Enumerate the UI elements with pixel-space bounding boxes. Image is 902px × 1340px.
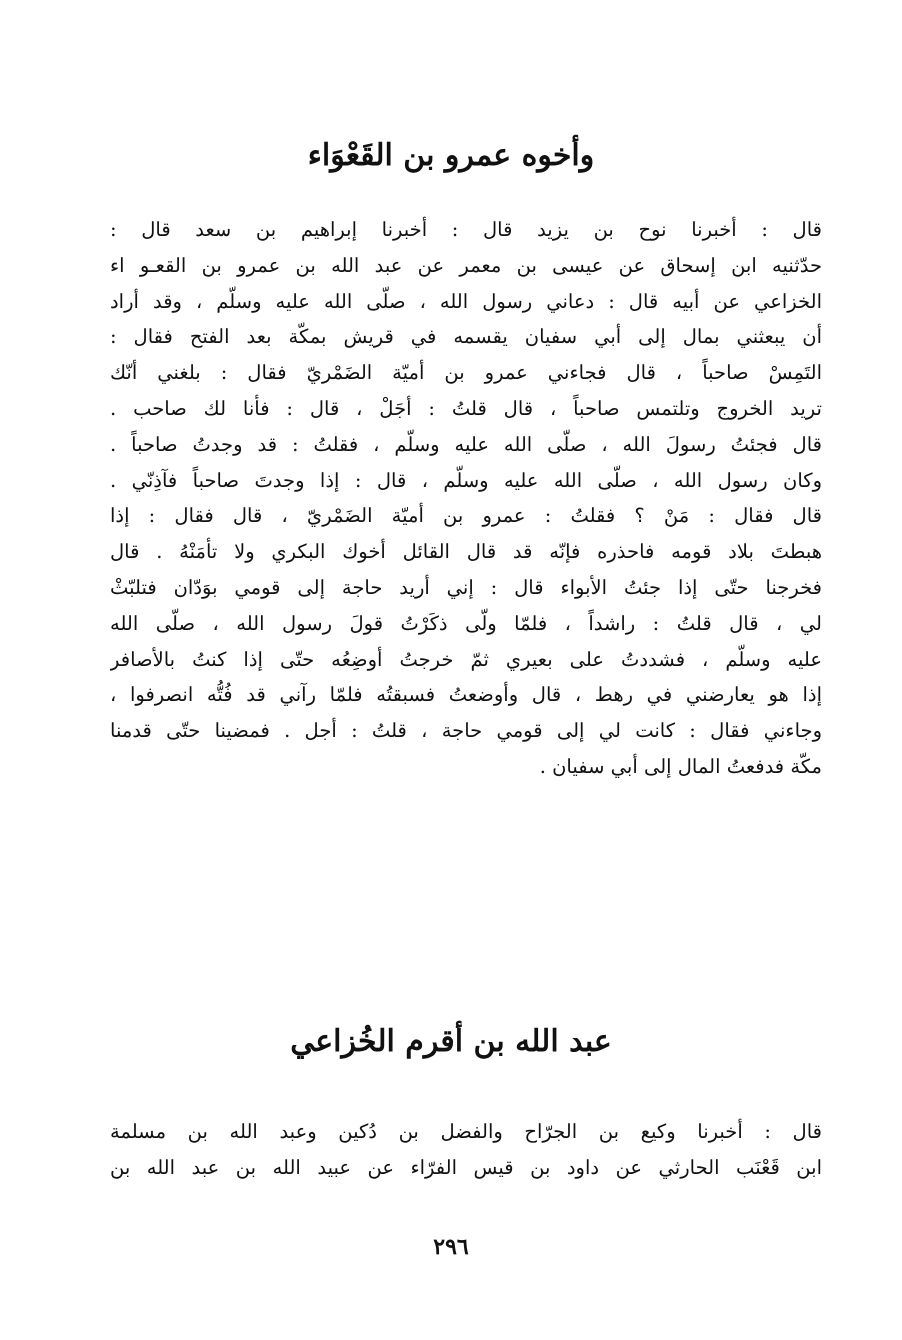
section-body bbox=[110, 212, 822, 785]
text-line: تريد الخروج وتلتمس صاحباً ، قال قلتُ : أجَلْ ، قال : فأنا لك صاحب . bbox=[110, 396, 822, 420]
section-body bbox=[110, 1114, 822, 1186]
text-line: عليه وسلّم ، فشددتُ على بعيري ثمّ خرجتُ أوضِعُه حتّى إذا كنتُ بالأصافر bbox=[110, 647, 822, 671]
text-line: أن يبعثني بمال إلى أبي سفيان يقسمه في قريش بمكّة بعد الفتح فقال : bbox=[110, 325, 822, 349]
section-heading: وأخوه عمرو بن القَعْوَاء bbox=[307, 138, 595, 173]
text-line: ابن قَعْنَب الحارثي عن داود بن قيس الفرّاء عن عبيد الله بن عبد الله بن bbox=[110, 1155, 822, 1179]
text-line: وجاءني فقال : كانت لي إلى قومي حاجة ، قلتُ : أجل . فمضينا حتّى قدمنا bbox=[110, 719, 822, 743]
text-line: قال فقال : مَنْ ؟ فقلتُ : عمرو بن أميّة الضَمْريّ ، قال فقال : إذا bbox=[110, 504, 822, 528]
text-line: فخرجنا حتّى إذا جئتُ الأبواء قال : إني أريد حاجة إلى قومي بوَدّان فتلبّثْ bbox=[110, 575, 822, 599]
text-line: حدّثنيه ابن إسحاق عن عيسى بن معمر عن عبد الله بن عمرو بن القعـو اء bbox=[110, 253, 822, 277]
text-line: مكّة فدفعتُ المال إلى أبي سفيان . bbox=[539, 754, 822, 778]
text-line: وكان رسول الله ، صلّى الله عليه وسلّم ، قال : إذا وجدتَ صاحباً فآذِنّي . bbox=[110, 468, 822, 492]
text-line: قال فجئتُ رسولَ الله ، صلّى الله عليه وسلّم ، فقلتُ : قد وجدتُ صاحباً . bbox=[110, 432, 822, 456]
text-line: إذا هو يعارضني في رهط ، قال وأوضعتُ فسبقتُه فلمّا رآني قد فُتُّه انصرفوا ، bbox=[110, 683, 822, 707]
text-line: قال : أخبرنا وكيع بن الجرّاح والفضل بن دُكين وعبد الله بن مسلمة bbox=[110, 1120, 822, 1143]
section-heading: عبد الله بن أقرم الخُزاعي bbox=[290, 1024, 612, 1059]
text-line: التَمِسْ صاحباً ، قال فجاءني عمرو بن أميّة الضَمْريّ فقال : بلغني أنّك bbox=[110, 361, 822, 385]
text-line: هبطتَ بلاد قومه فاحذره فإنّه قد قال القائل أخوك البكري ولا تأمَنْهُ . قال bbox=[110, 540, 822, 564]
text-line: قال : أخبرنا نوح بن يزيد قال : أخبرنا إبراهيم بن سعد قال : bbox=[110, 218, 822, 241]
text-line: لي ، قال قلتُ : راشداً ، فلمّا ولّى ذكَرْتُ قولَ رسول الله ، صلّى الله bbox=[110, 611, 822, 635]
page-number: ٢٩٦ bbox=[433, 1234, 469, 1260]
text-line: الخزاعي عن أبيه قال : دعاني رسول الله ، صلّى الله عليه وسلّم ، وقد أراد bbox=[110, 289, 822, 313]
